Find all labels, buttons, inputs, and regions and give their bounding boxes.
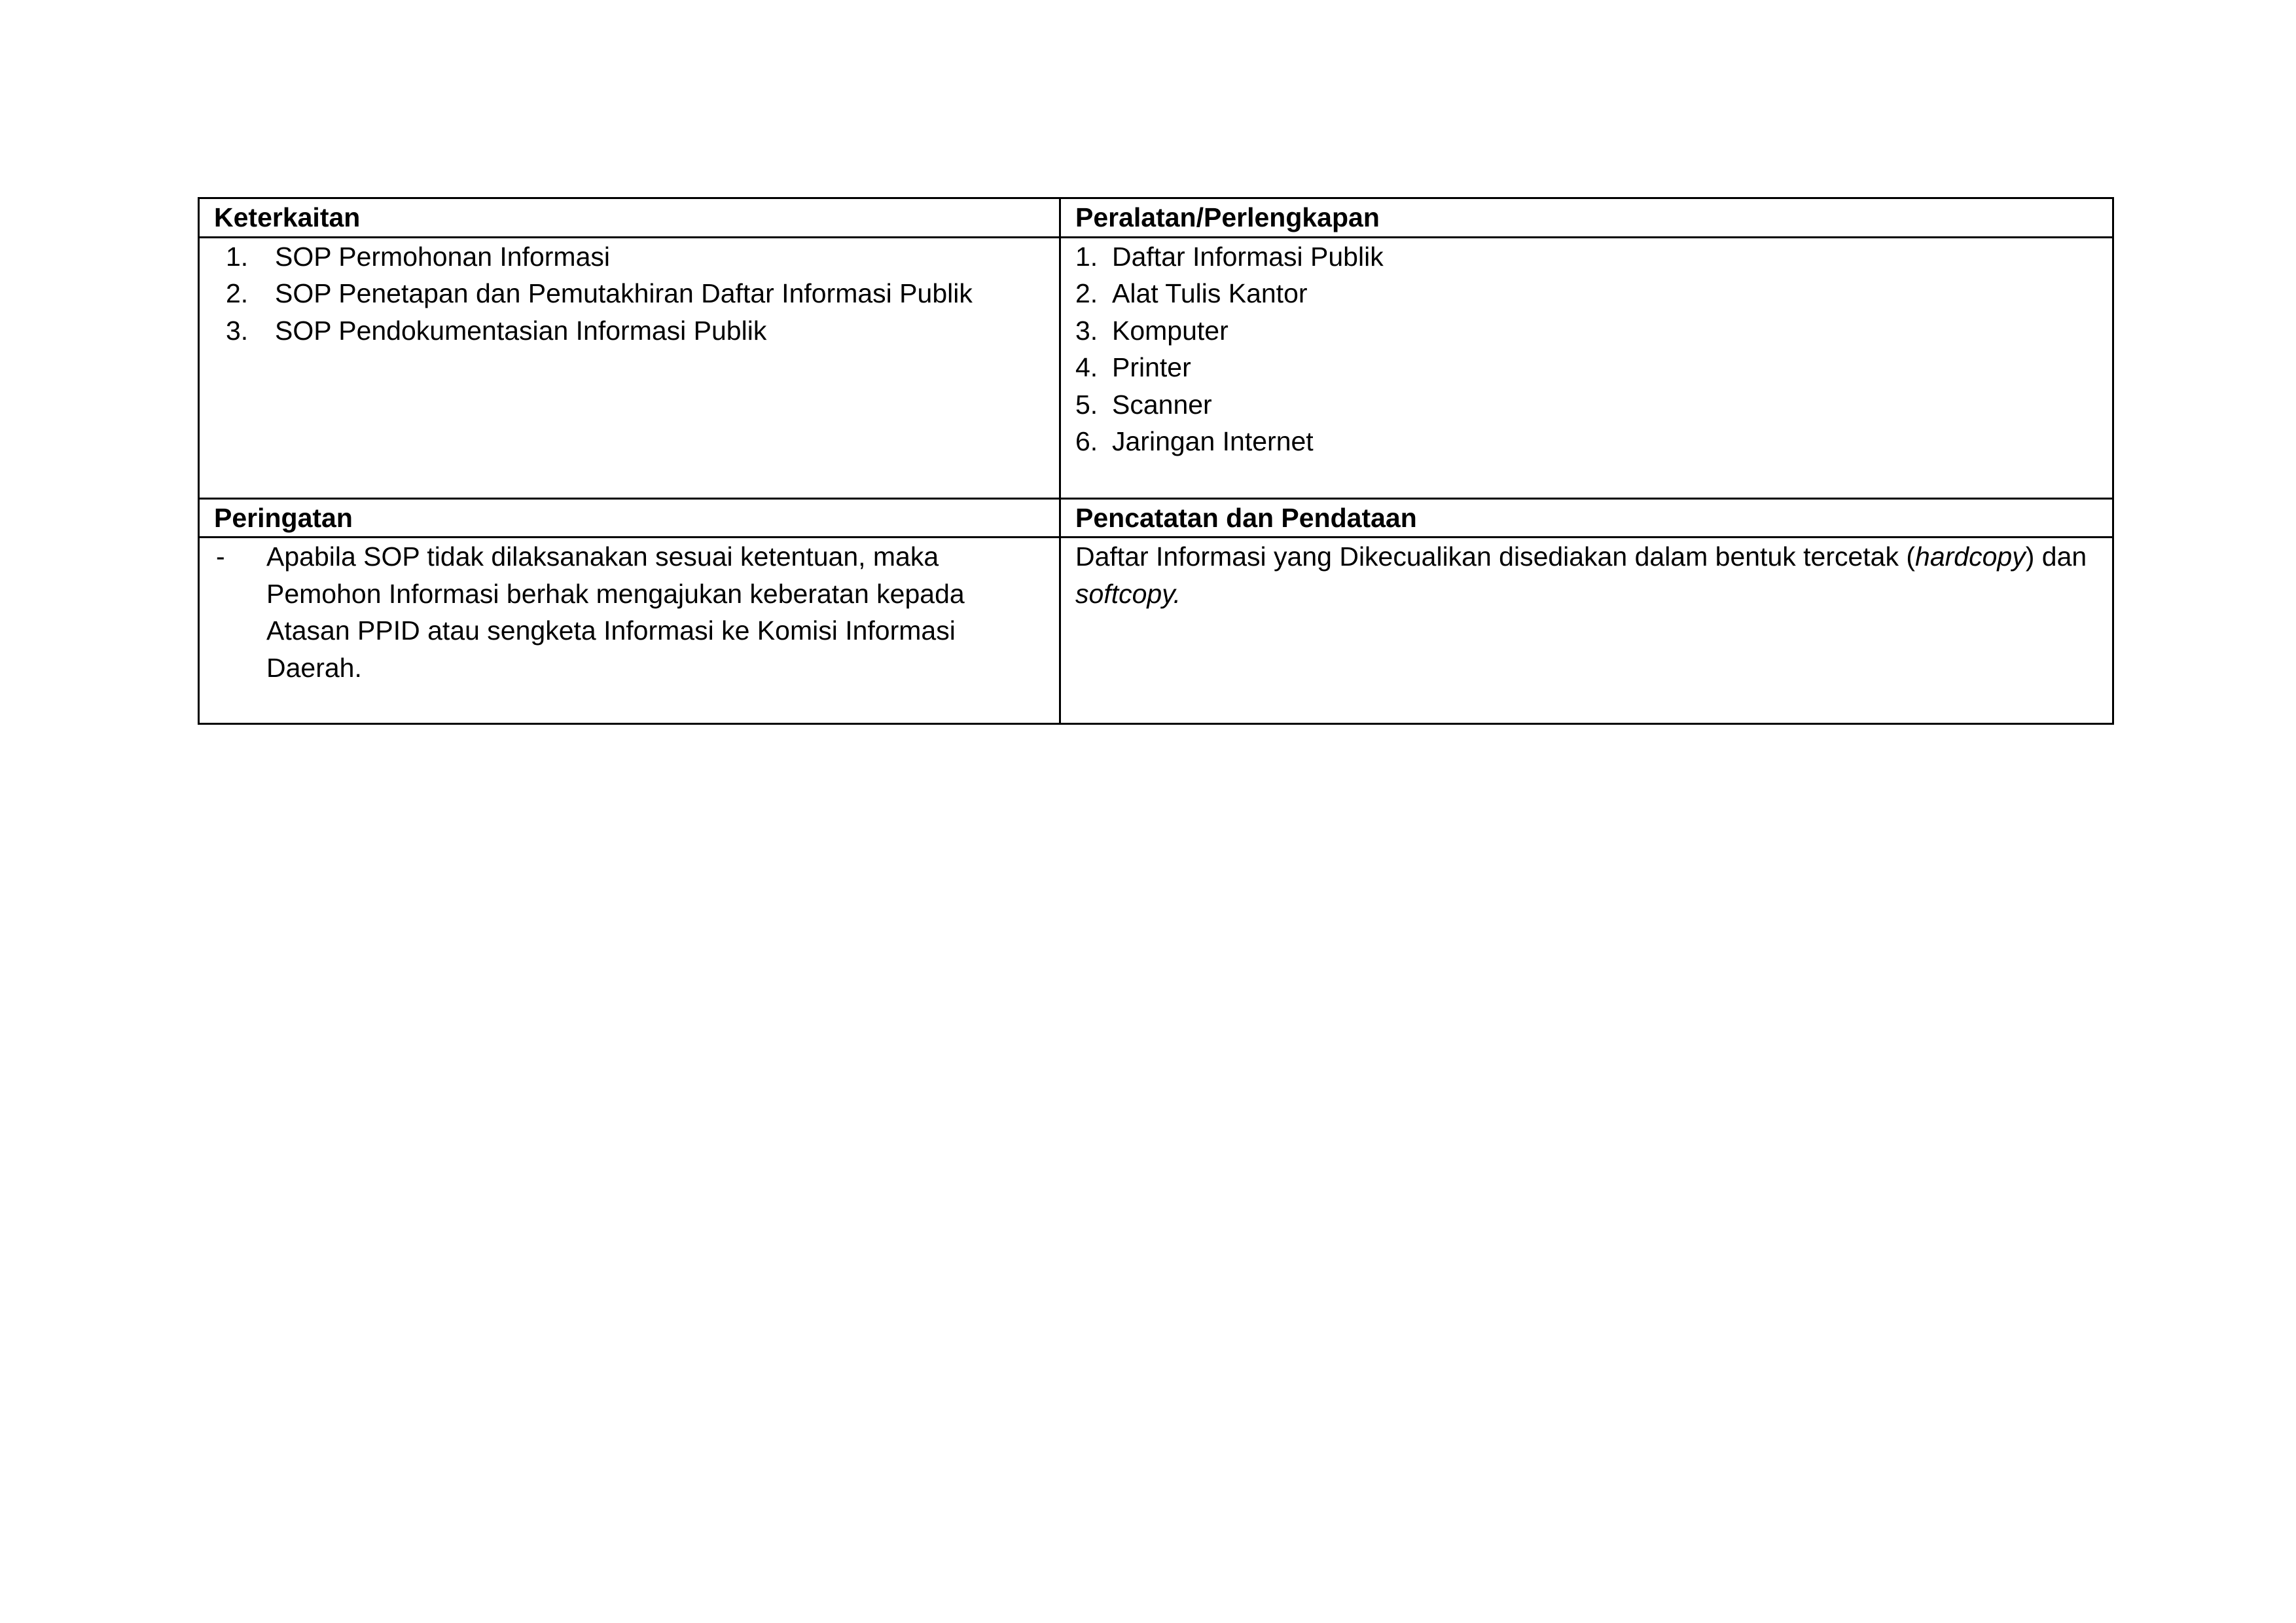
list-number: 2. <box>1075 278 1098 308</box>
peralatan-item <box>1075 312 2098 350</box>
list-number: 1. <box>1075 241 1098 272</box>
body-row-top <box>199 237 2113 498</box>
keterkaitan-item <box>214 312 1045 350</box>
softcopy-term: softcopy. <box>1075 578 1181 609</box>
pencatatan-heading: Pencatatan dan Pendataan <box>1060 498 2113 538</box>
list-item-text: Daftar Informasi Publik <box>1112 241 1384 272</box>
dash-bullet: - <box>216 541 225 572</box>
body-row-bottom <box>199 538 2113 724</box>
list-item-text: SOP Pendokumentasian Informasi Publik <box>275 315 767 346</box>
list-item-text: SOP Penetapan dan Pemutakhiran Daftar Informasi Publik <box>275 278 973 308</box>
pencatatan-text-part2: ) dan <box>2025 541 2087 572</box>
peringatan-heading: Peringatan <box>199 498 1060 538</box>
peralatan-item <box>1075 349 2098 386</box>
list-number: 6. <box>1075 426 1098 456</box>
list-number: 5. <box>1075 389 1098 420</box>
peralatan-item <box>1075 423 2098 460</box>
peralatan-list <box>1075 238 2098 460</box>
list-item-text: Scanner <box>1112 389 1212 420</box>
keterkaitan-heading: Keterkaitan <box>199 198 1060 238</box>
list-number: 3. <box>1075 315 1098 346</box>
sop-info-table <box>198 197 2114 725</box>
keterkaitan-item <box>214 238 1045 276</box>
header-row-top <box>199 198 2113 238</box>
list-item-text: Printer <box>1112 352 1191 382</box>
keterkaitan-item <box>214 275 1045 312</box>
keterkaitan-cell <box>199 237 1060 498</box>
peralatan-item <box>1075 275 2098 312</box>
peringatan-item <box>214 538 1045 686</box>
pencatatan-cell <box>1060 538 2113 724</box>
list-item-text: SOP Permohonan Informasi <box>275 241 610 272</box>
peralatan-item <box>1075 386 2098 424</box>
list-number: 1. <box>226 241 249 272</box>
peralatan-heading: Peralatan/Perlengkapan <box>1060 198 2113 238</box>
peralatan-cell <box>1060 237 2113 498</box>
pencatatan-text-part1: Daftar Informasi yang Dikecualikan disediakan dalam bentuk tercetak ( <box>1075 541 1916 572</box>
list-item-text: Jaringan Internet <box>1112 426 1314 456</box>
keterkaitan-list <box>214 238 1045 350</box>
list-item-text: Komputer <box>1112 315 1229 346</box>
peringatan-cell <box>199 538 1060 724</box>
header-row-bottom <box>199 498 2113 538</box>
list-number: 2. <box>226 278 249 308</box>
list-number: 4. <box>1075 352 1098 382</box>
hardcopy-term: hardcopy <box>1915 541 2026 572</box>
list-item-text: Alat Tulis Kantor <box>1112 278 1308 308</box>
peralatan-item <box>1075 238 2098 276</box>
list-number: 3. <box>226 315 249 346</box>
peringatan-text: Apabila SOP tidak dilaksanakan sesuai ketentuan, maka Pemohon Informasi berhak mengajukan keberatan kepada Atasan PPID atau sengketa Informasi ke Komisi Informasi Daerah. <box>266 541 965 683</box>
pencatatan-text <box>1075 538 2098 612</box>
